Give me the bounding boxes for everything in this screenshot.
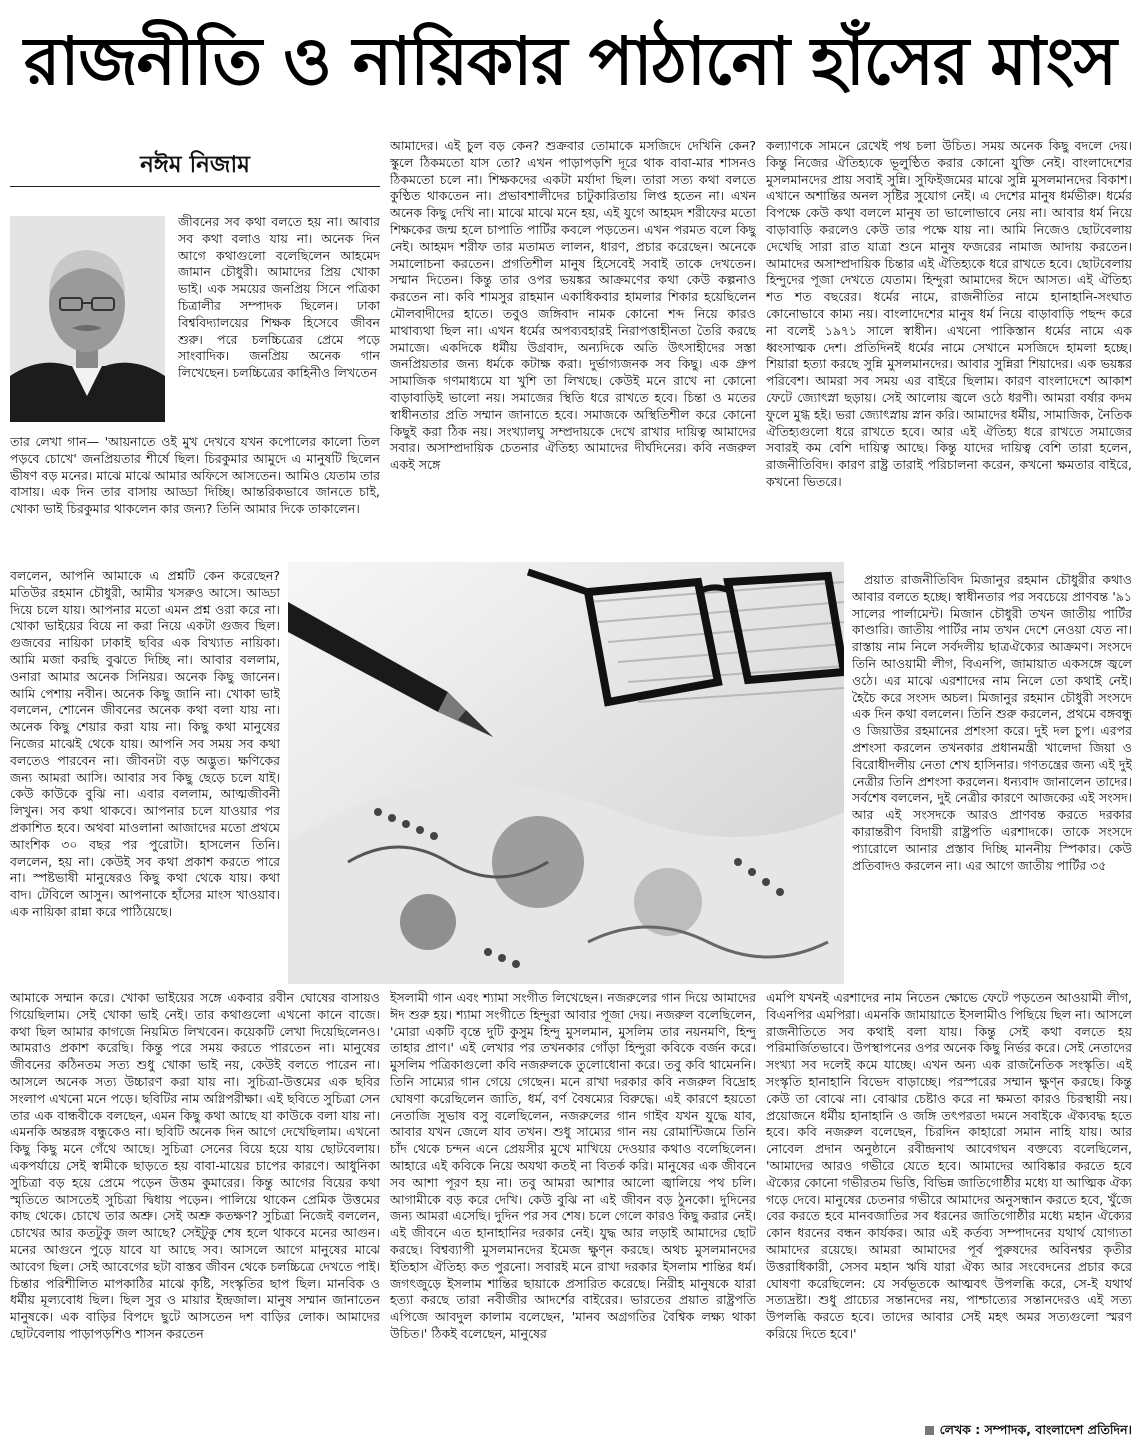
paragraph: কল্যাণকে সামনে রেখেই পথ চলা উচিত। সময় অনেক কিছু বদলে দেয়। কিন্তু নিজের ঐতিহ্যকে ভূলুণ্ঠিত করার কোনো যুক্তি নেই। বাংলাদেশের মুসলমানদের প্রায় সবাই সুন্নি। সুফিইজমের মাঝে সুন্নি মুসলমানদের বিকাশ। এখানে অশান্তির অনল সৃষ্টির সুযোগ নেই। এ দেশের মানুষ ধর্মভীরু। ধর্মের বিপক্ষে কেউ কথা বললে মানুষ তা ভালোভাবে নেয় না। আবার ধর্ম নিয়ে বাড়াবাড়ি করলেও কেউ তার পক্ষে যায় না। আমি নিজেও ছোটবেলায় দেখেছি সারা রাত যাত্রা শুনে মানুষ ফজরের নামাজ আদায় করতেন। আমাদের অসাম্প্রদায়িক চিন্তার এই ঐতিহ্যকে ধরে রাখতে হবে। ছোটবেলায় হিন্দুদের পূজা দেখতে যেতাম। হিন্দুরা আমাদের ঈদে আসত। এই ঐতিহ্য শত শত বছরের। ধর্মের নামে, রাজনীতির নামে হানাহানি-সংঘাত কোনোভাবে কাম্য নয়। বাংলাদেশের মানুষ ধর্ম নিয়ে বাড়াবাড়ি পছন্দ করে না বলেই ১৯৭১ সালে স্বাধীন। এখনো পাকিস্তান ধর্মের নামে এক ধ্বংসাত্মক দেশ। প্রতিদিনই ধর্মের নামে সেখানে মসজিদে হামলা হচ্ছে। শিয়ারা হত্যা করছে সুন্নি মুসলমানদের। আবার সুন্নিরা শিয়াদের। এক ভয়ঙ্কর পরিবেশ। আমরা সব সময় এর বাইরে ছিলাম। কারণ বাংলাদেশে আকাশ ফেটে জ্যোৎস্না ছড়ায়। সেই আলোয় জ্বলে ওঠে ধরণী। আমরা বর্ষার কদম ফুলে মুগ্ধ হই। ভরা জ্যোৎস্নায় স্নান করি। আমাদের ধর্মীয়, সামাজিক, নৈতিক ঐতিহ্যগুলো ধরে রাখতে হবে। আর এই ঐতিহ্য ধরে রাখতে সমাজের সবারই কম বেশি দায়িত্ব আছে। কিন্তু যাদের দায়িত্ব বেশি তারা হলেন, রাজনীতিবিদ। কারণ রাষ্ট্র তারাই পরিচালনা করেন, কখনো ক্ষমতার বাইরে, কখনো ভিতরে।: [766, 138, 1132, 489]
paragraph: তার লেখা গান— 'আয়নাতে ওই মুখ দেখবে যখন কপোলের কালো তিল পড়বে চোখে' জনপ্রিয়তার শীর্ষে ছিল। চিরকুমার আমুদে এ মানুষটি ছিলেন ভীষণ বড় মনের। মাঝে মাঝে আমার অফিসে আসতেন। আমিও যেতাম তার বাসায়। এক দিন তার বাসায় আড্ডা দিচ্ছি। আন্তরিকভাবে জানতে চাই, খোকা ভাই চিরকুমার থাকলেন কার জন্য? তিনি আমার দিকে তাকালেন।: [10, 434, 380, 517]
column-1-bottom: [10, 990, 380, 1442]
paragraph: বললেন, আপনি আমাকে এ প্রশ্নটি কেন করেছেন? মতিউর রহমান চৌধুরী, আমীর খসরুও আসে। আড্ডা দিয়ে চলে যায়। আপনার মতো এমন প্রশ্ন ওরা করে না। খোকা ভাইয়ের বিয়ে না করা নিয়ে একটা গুজব ছিল। গুজবের নায়িকা ঢাকাই ছবির এক বিখ্যাত নায়িকা। আমি মজা করছি বুঝতে দিচ্ছি না। আবার বললাম, ওনারা আমার অনেক সিনিয়র। অনেক কিছু জানেন। আমি পেশায় নবীন। অনেক কিছু জানি না। খোকা ভাই বললেন, শোনেন জীবনের অনেক কথা বলা যায় না। অনেক কিছু শেয়ার করা যায় না। কিছু কথা মানুষের নিজের মাঝেই থেকে যায়। আপনি সব সময় সব কথা বলতেও পারবেন না। জীবনটা বড় অদ্ভুত। ক্ষণিকের জন্য আমরা আসি। আবার সব কিছু ছেড়ে চলে যাই। কেউ কাউকে বুঝি না। এবার বললাম, আত্মজীবনী লিখুন। সব কথা থাকবে। আপনার চলে যাওয়ার পর প্রকাশিত হবে। অথবা মাওলানা আজাদের মতো প্রথমে আংশিক ৩০ বছর পর পুরোটা। হাসলেন তিনি। বললেন, হয় না। কেউই সব কথা প্রকাশ করতে পারে না। স্পষ্টভাষী মানুষেরও কিছু কথা থেকে যায়। কথা বাদ। টেবিলে আসুন। আপনাকে হাঁসের মাংস খাওয়াব। এক নায়িকা রান্না করে পাঠিয়েছে।: [10, 568, 280, 919]
column-2-top: [390, 138, 756, 558]
column-3-top: [766, 138, 1132, 568]
column-1-beside-art: [10, 568, 280, 988]
paragraph: জীবনের সব কথা বলতে হয় না। আবার সব কথা বলাও যায় না। অনেক দিন আগে কথাগুলো বলেছিলেন আহমেদ জামান চৌধুরী। আমাদের প্রিয় খোকা ভাই। এক সময়ের জনপ্রিয় সিনে পত্রিকা চিত্রালীর সম্পাদক ছিলেন। ঢাকা বিশ্ববিদ্যালয়ের শিক্ষক হিসেবে জীবন শুরু। পরে চলচ্চিত্রের প্রেমে পড়ে সাংবাদিক। জনপ্রিয় অনেক গান লিখেছেন। চলচ্চিত্রের কাহিনীও লিখতেন: [178, 214, 380, 381]
paragraph: আমাদের। এই চুল বড় কেন? শুক্রবার তোমাকে মসজিদে দেখিনি কেন? স্কুলে ঠিকমতো যাস তো? এখন পাড়াপড়শি দূরে থাক বাবা-মার শাসনও ঠিকমতো চলে না। শিক্ষকদের একটা মর্যাদা ছিল। তারা সত্য কথা বলতে কুণ্ঠিত থাকতেন না। প্রভাবশালীদের চাটুকারিতায় লিপ্ত হতেন না। এখন অনেক কিছু দেখি না। মাঝে মাঝে মনে হয়, এই যুগে আহমদ শরীফের মতো শিক্ষকের জন্ম হলে চাপাতি পার্টির কবলে পড়তেন। এখন পরমত বলে কিছু নেই। আহমদ শরীফ তার মতামত লালন, ধারণ, প্রচার করেছেন। অনেকে সমালোচনা করতেন। প্রগতিশীল মানুষ হিসেবেই সবাই তাকে দেখতেন। সম্মান দিতেন। কিন্তু তার ওপর ভয়ঙ্কর আক্রমণের কথা কেউ কল্পনাও করতেন না। কবি শামসুর রাহমান একাধিকবার হামলার শিকার হয়েছিলেন মৌলবাদীদের হাতে। তবুও জঙ্গিবাদ নামক কোনো শব্দ নিয়ে কারও মাথাব্যথা ছিল না। এখন ধর্মের অপব্যবহারই নিরাপত্তাহীনতা তৈরি করছে সমাজে। একদিকে ধর্মীয় উগ্রবাদ, অন্যদিকে অতি উৎসাহীদের সস্তা জনপ্রিয়তার জন্য ধর্মকে কটাক্ষ করা। দুর্ভাগ্যজনক সব কিছু। এক গ্রুপ সামাজিক গণমাধ্যমে যা খুশি তা লিখছে। কেউই মনে রাখে না কোনো বাড়াবাড়িই ভালো নয়। সমাজের স্থিতি ধরে রাখতে হবে। চিন্তা ও মতের স্বাধীনতার প্রতি সম্মান জানাতে হবে। সমাজকে অস্থিতিশীল করে কোনো কিছুই করা ঠিক নয়। সংখ্যালঘু সম্প্রদায়কে দেখে রাখার দায়িত্ব আমাদের সবার। অসাম্প্রদায়িক চেতনার ঐতিহ্য আমাদের দীর্ঘদিনের। কবি নজরুল একই সঙ্গে: [390, 138, 756, 473]
column-1-below-photo: [10, 434, 380, 568]
pen-and-glasses-illustration: [288, 562, 844, 984]
byline-rule: [10, 186, 380, 187]
column-1-beside-photo: [178, 214, 380, 434]
column-3-beside-art: [852, 572, 1132, 988]
paragraph: ইসলামী গান এবং শ্যামা সংগীত লিখেছেন। নজরুলের গান দিয়ে আমাদের ঈদ শুরু হয়। শ্যামা সংগীতে হিন্দুরা আবার পূজা দেয়। নজরুল বলেছিলেন, 'মোরা একটি বৃন্তে দুটি কুসুম হিন্দু মুসলমান, মুসলিম তার নয়নমণি, হিন্দু তাহার প্রাণ।' এই লেখার পর তখনকার গোঁড়া হিন্দুরা কবিকে বর্জন করে। মুসলিম পত্রিকাগুলো কবি নজরুলকে তুলোধোনা করে। তবু কবি থামেননি। তিনি সাম্যের গান গেয়ে গেছেন। মনে রাখা দরকার কবি নজরুল বিদ্রোহ ঘোষণা করেছিলেন জাতি, ধর্ম, বর্ণ বৈষম্যের বিরুদ্ধে। এই কারণে হয়তো নেতাজি সুভাষ বসু বলেছিলেন, নজরুলের গান গাইব যখন যুদ্ধে যাব, আবার যখন জেলে যাব তখন। শুধু সাম্যের গান নয় রোমান্টিজমে তিনি চাঁদ থেকে চন্দন এনে প্রেয়সীর মুখে মাখিয়ে দেওয়ার কথাও বলেছিলেন। আহারে এই কবিকে নিয়ে অযথা কতই না বিতর্ক করি। মানুষের এক জীবনে সব আশা পূরণ হয় না। তবু আমরা আশার আলো জ্বালিয়ে পথ চলি। আগামীকে বড় করে দেখি। কেউ বুঝি না এই জীবন বড় ঠুনকো। দুদিনের জন্য আমরা এসেছি। দুদিন পর সব শেষ। চলে গেলে কারও কিছু করার নেই। এই জীবনে এত হানাহানির দরকার নেই। যুদ্ধ আর লড়াই আমাদের ছোট করছে। বিশ্বব্যাপী মুসলমানদের ইমেজ ক্ষুণ্ন করছে। অথচ মুসলমানদের ইতিহাস ঐতিহ্য কত পুরনো। সবারই মনে রাখা দরকার ইসলাম শান্তির ধর্ম। জগৎজুড়ে ইসলাম শান্তির ছায়াকে প্রসারিত করেছে। নিরীহ মানুষকে যারা হত্যা করছে তারা নবীজীর আদর্শের বাইরের। ভারতের প্রয়াত রাষ্ট্রপতি এপিজে আবদুল কালাম বলেছেন, 'মানব অগ্রগতির বৈশ্বিক লক্ষ্য থাকা উচিত।' ঠিকই বলেছেন, মানুষের: [390, 990, 756, 1341]
author-photo: [10, 216, 165, 422]
paragraph: প্রয়াত রাজনীতিবিদ মিজানুর রহমান চৌধুরীর কথাও আবার বলতে হচ্ছে। স্বাধীনতার পর সবচেয়ে প্রাণবন্ত '৯১ সালের পার্লামেন্ট। মিজান চৌধুরী তখন জাতীয় পার্টির কাণ্ডারি। জাতীয় পার্টির নাম তখন দেশে নেওয়া যেত না। রাস্তায় নাম নিলে সর্বদলীয় ছাত্রঐক্যের আক্রমণ। সংসদে তিনি আওয়ামী লীগ, বিএনপি, জামায়াত একসঙ্গে জ্বলে ওঠে। এর মাঝে এরশাদের নাম নিলে তো কথাই নেই। হৈচৈ করে সংসদ অচল। মিজানুর রহমান চৌধুরী সংসদে এক দিন কথা বললেন। তিনি শুরু করলেন, প্রথমে বঙ্গবন্ধু ও জিয়াউর রহমানের প্রশংসা করে। দুই দল চুপ। এরপর প্রশংসা করলেন তখনকার প্রধানমন্ত্রী খালেদা জিয়া ও বিরোধীদলীয় নেতা শেখ হাসিনার। গণতন্ত্রের জন্য এই দুই নেত্রীর তিনি প্রশংসা করলেন। ধন্যবাদ জানালেন তাদের। সর্বশেষ বললেন, দুই নেত্রীর কারণে আজকের এই সংসদ। আর এই সংসদকে আরও প্রাণবন্ত করতে দরকার কারান্তরীণ বিদায়ী রাষ্ট্রপতি এরশাদকে। তাকে সংসদে প্যারোলে আনার প্রস্তাব দিচ্ছি মাননীয় স্পিকার। কেউ প্রতিবাদও করলেন না। এর আগে জাতীয় পার্টির ৩৫: [852, 572, 1132, 873]
paragraph: আমাকে সম্মান করে। খোকা ভাইয়ের সঙ্গে একবার রবীন ঘোষের বাসায়ও গিয়েছিলাম। সেই খোকা ভাই নেই। তার কথাগুলো এখনো কানে বাজে। কথা ছিল আমার কাগজে নিয়মিত লিখবেন। কয়েকটি লেখা দিয়েছিলেনও। আমরাও প্রকাশ করেছি। কিন্তু পরে সময় করতে পারতেন না। মানুষের জীবনের কঠিনতম সত্য শুধু খোকা ভাই নয়, কেউই বলতে পারেন না। আসলে অনেক সত্য উচ্চারণ করা যায় না। সুচিত্রা-উত্তমের এক ছবির সংলাপ এখনো মনে পড়ে। ছবিটির নাম অগ্নিপরীক্ষা। এই ছবিতে সুচিত্রা সেন তার এক বান্ধবীকে বলছেন, এমন কিছু কথা আছে যা কাউকে বলা যায় না। এমনকি অন্তরঙ্গ বন্ধুকেও না। ছবিটি অনেক দিন আগে দেখেছিলাম। এখনো কিছু কিছু মনে গেঁথে আছে। সুচিত্রা সেনের বিয়ে হয়ে যায় ছোটবেলায়। একপর্যায়ে সেই স্বামীকে ছাড়তে হয় বাবা-মায়ের চাপের কারণে। আধুনিকা সুচিত্রা বড় হয়ে প্রেমে পড়েন উত্তম কুমারের। কিন্তু আগের বিয়ের কথা স্মৃতিতে আসতেই সুচিত্রা দ্বিধায় পড়েন। পালিয়ে থাকেন প্রেমিক উত্তমের কাছ থেকে। চোখে তার অশ্রু। সেই অশ্রু কতক্ষণ? সুচিত্রা নিজেই বললেন, চোখের আর কতটুকু জল আছে? সেইটুকু শেষ হলে থাকবে মনের আগুন। মনের আগুনে পুড়ে যাবে যা আছে সব। আসলে আগে মানুষের মাঝে আবেগ ছিল। সেই আবেগের ছটা বাস্তব জীবন থেকে চলচ্চিত্রে দেখতে পাই। চিন্তার পরিশীলিত মাপকাঠির মাঝে কৃষ্টি, সংস্কৃতির ছাপ ছিল। মানবিক ও ধর্মীয় মূল্যবোধ ছিল। ছিল সুর ও মায়ার ইন্দ্রজাল। মানুষ সম্মান জানাতেন মানুষকে। এক বাড়ির বিপদে ছুটে আসতেন দশ বাড়ির লোক। আমাদের ছোটবেলায় পাড়াপড়শিও শাসন করতেন: [10, 990, 380, 1341]
column-2-bottom: [390, 990, 756, 1442]
author-note-text: লেখক : সম্পাদক, বাংলাদেশ প্রতিদিন।: [939, 1422, 1132, 1437]
author-note: [880, 1422, 1132, 1442]
headline: রাজনীতি ও নায়িকার পাঠানো হাঁসের মাংস: [24, 23, 1116, 100]
paragraph: এমপি যখনই এরশাদের নাম নিতেন ক্ষোভে ফেটে পড়তেন আওয়ামী লীগ, বিএনপির এমপিরা। এমনকি জামায়াতে ইসলামীও পিছিয়ে ছিল না। আসলে রাজনীতিতে সব কথাই বলা যায়। কিন্তু সেই কথা বলতে হয় পরিমার্জিতভাবে। উপস্থাপনের ওপর অনেক কিছু নির্ভর করে। সেই নেতাদের সংখ্যা সব দলেই কমে যাচ্ছে। এখন অন্য এক রাজনৈতিক সংস্কৃতি। এই সংস্কৃতি হানাহানি বিভেদ বাড়াচ্ছে। পরস্পরের সম্মান ক্ষুণ্ন করছে। কিন্তু কেউ তা বোঝে না। বোঝার চেষ্টাও করে না ক্ষমতা কারও চিরস্থায়ী নয়। প্রয়োজনে ধর্মীয় হানাহানি ও জঙ্গি তৎপরতা দমনে সবাইকে ঐক্যবদ্ধ হতে হবে। কবি নজরুল বলেছেন, চিরদিন কাহারো সমান নাহি যায়। আর নোবেল প্রদান অনুষ্ঠানে রবীন্দ্রনাথ আবেগঘন বক্তব্যে বলেছিলেন, 'আমাদের আরও গভীরে যেতে হবে। আমাদের আবিষ্কার করতে হবে ঐক্যের কোনো গভীরতম ভিত্তি, বিভিন্ন জাতিগোষ্ঠীর মধ্যে যা আত্মিক ঐক্য গড়ে দেবে। মানুষের চেতনার গভীরে আমাদের অনুসন্ধান করতে হবে, খুঁজে বের করতে হবে মানবজাতির সব ধরনের জাতিগোষ্ঠীর মধ্যে মহান ঐক্যের কোন ধরনের বন্ধন কার্যকর। আর এই কর্তব্য সম্পাদনের যথার্থ যোগ্যতা আমাদের রয়েছে। আমরা আমাদের পূর্ব পুরুষদের অবিনশ্বর কৃতীর উত্তরাধিকারী, সেসব মহান ঋষি যারা ঐক্য আর সংবেদনের প্রচার করে ঘোষণা করেছিলেন: যে সর্বভূতকে আত্মবৎ উপলব্ধি করে, সে-ই যথার্থ সত্যদ্রষ্টা। শুধু প্রাচ্যের সন্তানদের নয়, পাশ্চাত্যের সন্তানদেরও এই সত্য উপলব্ধি করতে হবে। তাদের আবার সেই মহৎ অমর সত্যগুলো স্মরণ করিয়ে দিতে হবে।': [766, 990, 1132, 1341]
column-3-bottom: [766, 990, 1132, 1422]
author-byline: নঈম নিজাম: [140, 152, 250, 178]
square-bullet-icon: [925, 1426, 934, 1435]
